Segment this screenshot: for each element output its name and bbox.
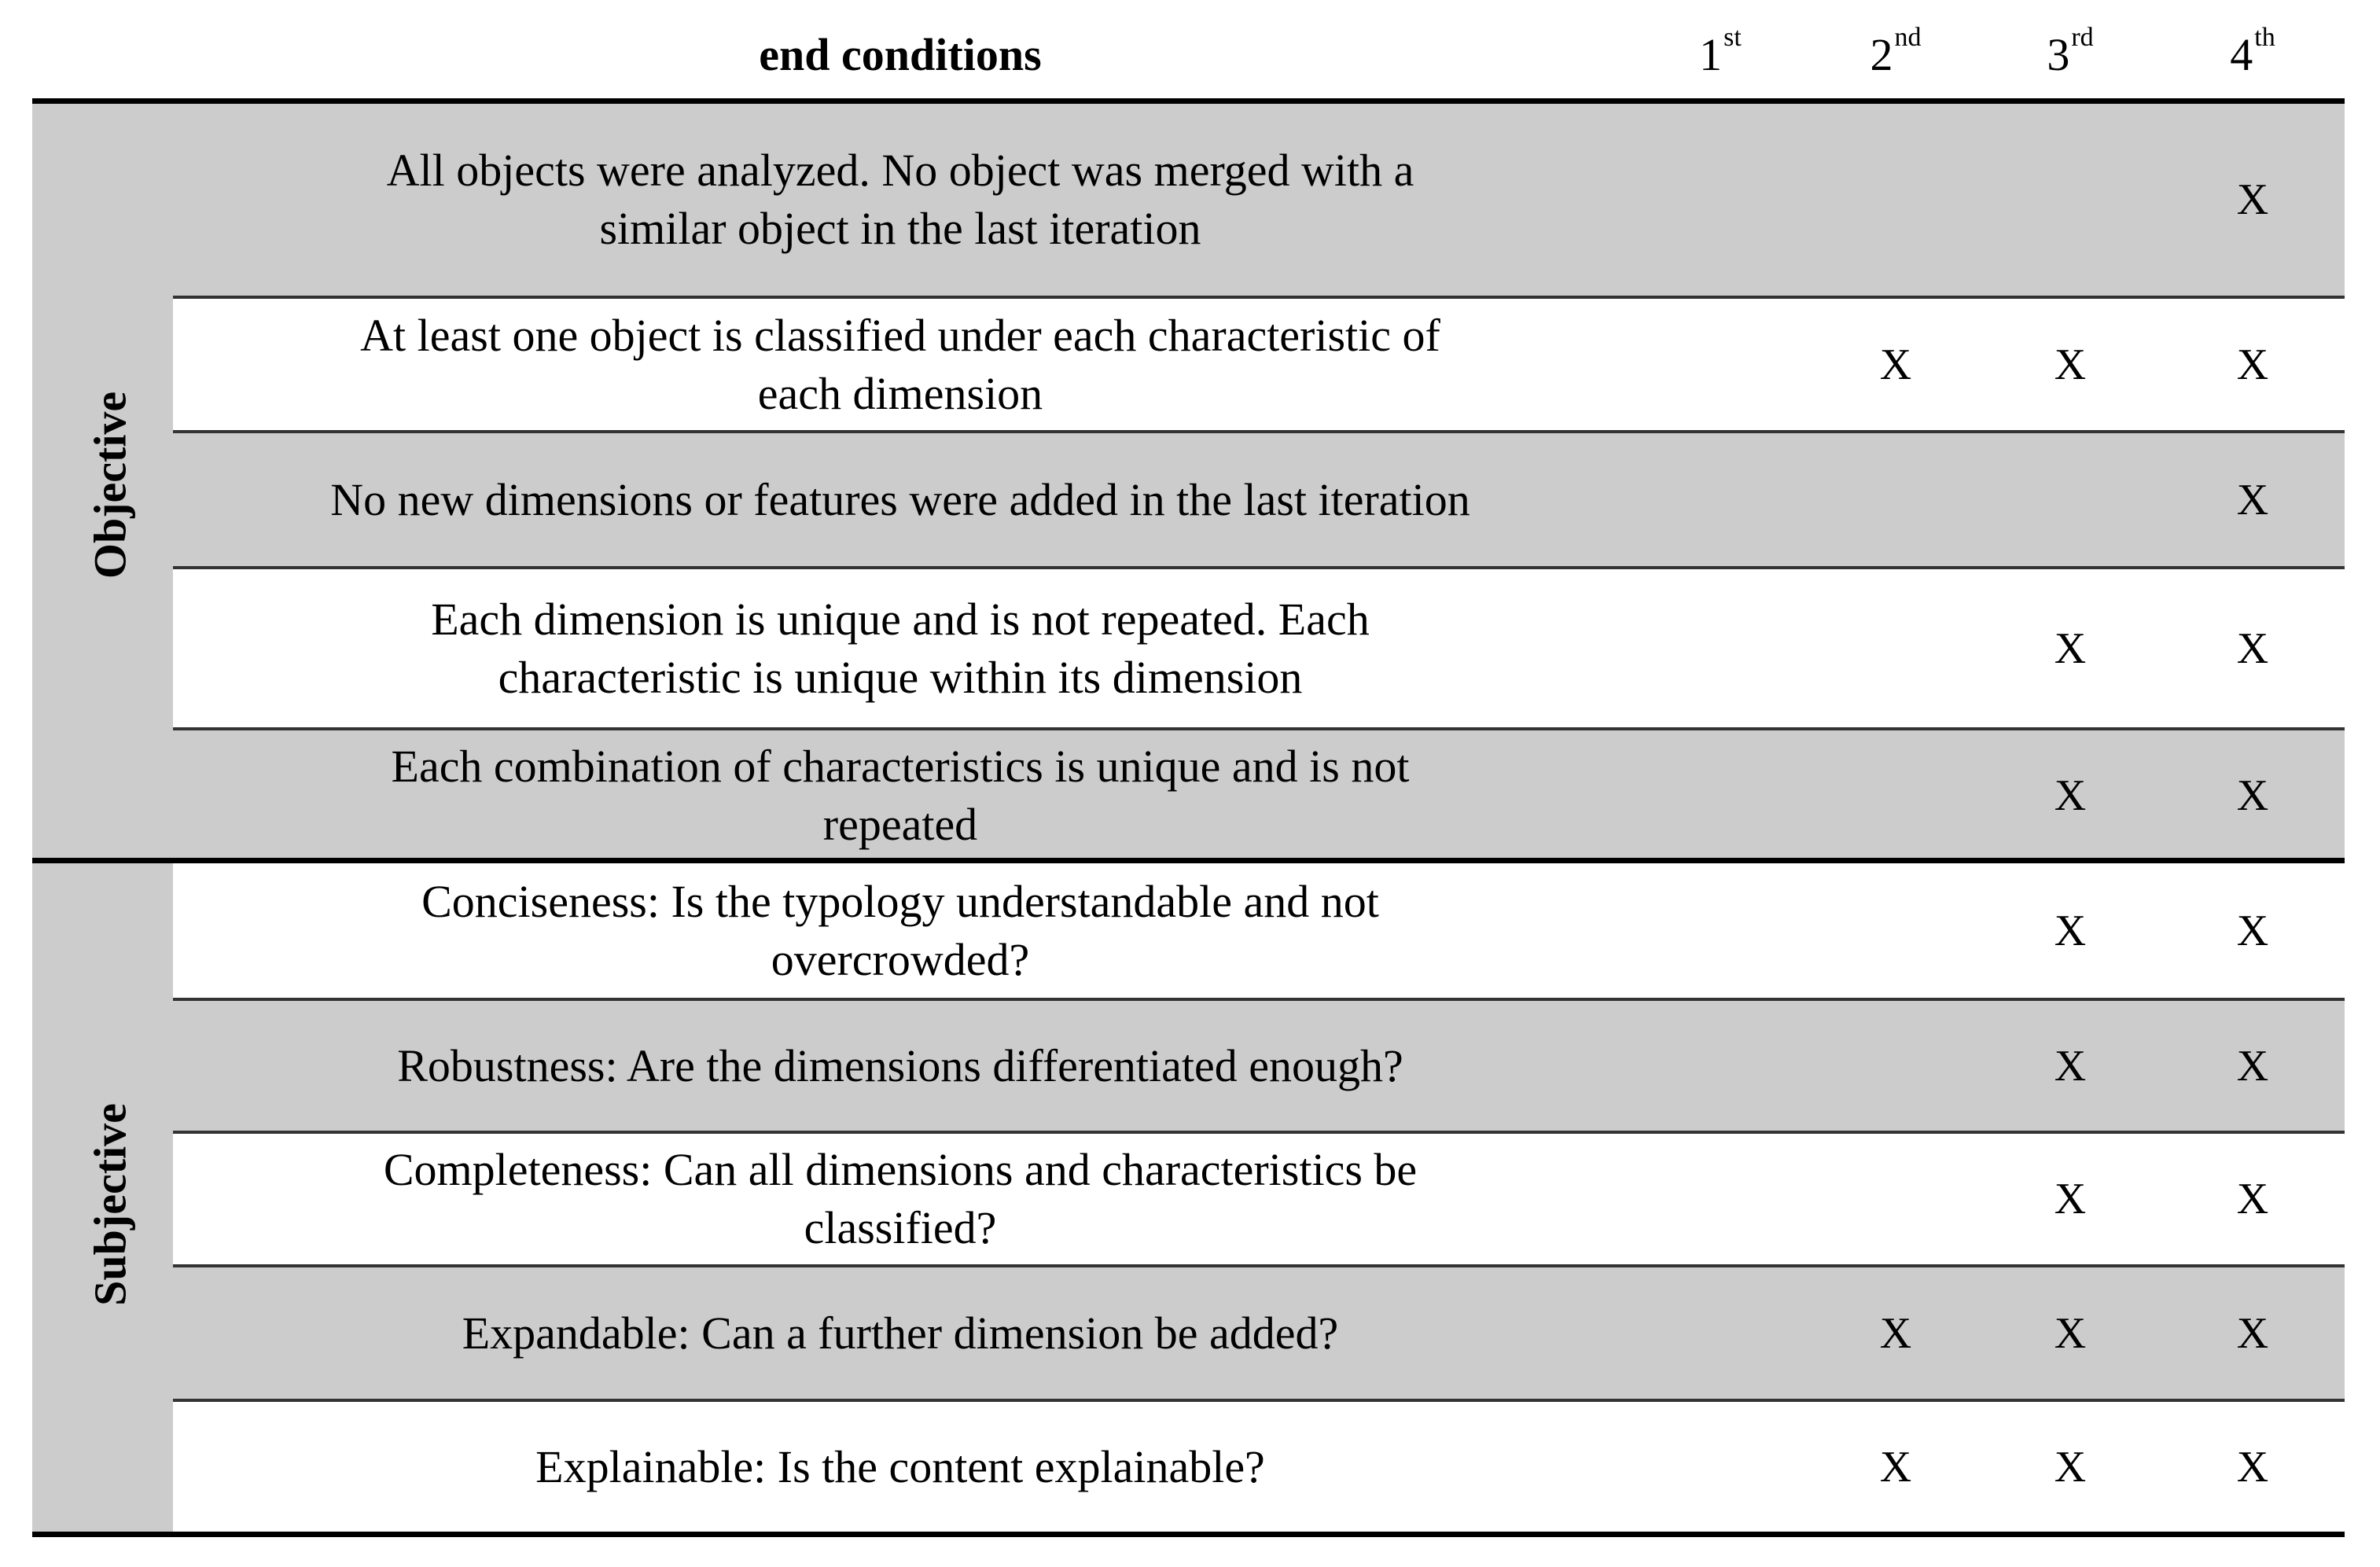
iteration-4-mark: X: [2236, 340, 2269, 389]
section-rule: [32, 858, 2345, 863]
iteration-2-mark: [1848, 102, 1943, 297]
iteration-2-mark: [1848, 863, 1943, 999]
iteration-1-mark: [1673, 1132, 1768, 1266]
end-condition-text: Conciseness: Is the typology understandable and not overcrowded?: [421, 876, 1379, 985]
end-condition-text: No new dimensions or features were added in the last iteration: [330, 473, 1470, 525]
iteration-2-mark: X: [1879, 340, 1912, 389]
iteration-3-mark: X: [2054, 907, 2087, 955]
header-iteration-1: [1642, 24, 1799, 86]
iteration-3-mark: X: [2054, 771, 2087, 820]
header-iteration-3: [1992, 24, 2149, 86]
header-iteration-4: [2174, 24, 2331, 86]
table-row: [173, 1400, 2345, 1533]
iteration-3-mark: X: [2054, 340, 2087, 389]
iteration-1-mark: [1673, 1266, 1768, 1400]
iteration-4-mark: X: [2236, 623, 2269, 673]
iteration-1-mark: [1673, 432, 1768, 568]
iteration-2-mark: [1848, 432, 1943, 568]
iteration-3-mark: X: [2054, 1442, 2087, 1492]
table-row: [173, 102, 2345, 297]
iteration-4-mark: X: [2236, 1041, 2269, 1091]
table-row: [173, 863, 2345, 999]
end-condition-text: Expandable: Can a further dimension be added?: [462, 1307, 1339, 1359]
table-row: [173, 1132, 2345, 1266]
iteration-number: 4: [2230, 29, 2253, 80]
bottom-rule: [32, 1532, 2345, 1537]
row-divider: [173, 566, 2345, 569]
iteration-3-mark: X: [2054, 1041, 2087, 1091]
iteration-3-mark: X: [2054, 623, 2087, 673]
row-divider: [173, 296, 2345, 299]
iteration-1-mark: [1673, 102, 1768, 297]
top-rule: [32, 98, 2345, 104]
iteration-4-mark: X: [2236, 1442, 2269, 1492]
iteration-4-mark: X: [2236, 771, 2269, 820]
iteration-1-mark: [1673, 999, 1768, 1132]
end-condition-text: Explainable: Is the content explainable?: [535, 1440, 1265, 1492]
iteration-suffix: rd: [2071, 23, 2094, 52]
iteration-number: 3: [2047, 29, 2070, 80]
iteration-2-mark: [1848, 729, 1943, 863]
end-condition-text: All objects were analyzed. No object was merged with a similar object in the last iteration: [386, 145, 1414, 254]
iteration-3-mark: X: [2054, 1175, 2087, 1223]
objective-label: Objective: [84, 391, 136, 579]
iteration-1-mark: [1673, 729, 1768, 863]
table-row: [173, 568, 2345, 729]
iteration-4-mark: X: [2236, 175, 2269, 224]
table-row: [173, 432, 2345, 568]
row-divider: [173, 1264, 2345, 1267]
iteration-3-mark: [2023, 432, 2117, 568]
iteration-number: 1: [1699, 29, 1723, 80]
iteration-2-mark: [1848, 999, 1943, 1132]
table-row: [173, 999, 2345, 1132]
table-row: [173, 729, 2345, 863]
end-condition-text: Robustness: Are the dimensions differentiated enough?: [397, 1039, 1403, 1091]
end-condition-text: Each dimension is unique and is not repeated. Each characteristic is unique within its dimension: [431, 593, 1370, 703]
iteration-1-mark: [1673, 297, 1768, 432]
iteration-suffix: th: [2254, 23, 2275, 52]
row-divider: [173, 727, 2345, 730]
row-divider: [173, 1399, 2345, 1402]
iteration-2-mark: [1848, 568, 1943, 729]
iteration-1-mark: [1673, 1400, 1768, 1533]
iteration-2-mark: X: [1879, 1308, 1912, 1358]
row-divider: [173, 430, 2345, 433]
end-condition-text: Each combination of characteristics is unique and is not repeated: [391, 741, 1410, 850]
iteration-2-mark: [1848, 1132, 1943, 1266]
table-row: [173, 297, 2345, 432]
subjective-label: Subjective: [84, 1103, 136, 1306]
row-divider: [173, 998, 2345, 1001]
row-divider: [173, 1131, 2345, 1134]
iteration-number: 2: [1870, 29, 1893, 80]
iteration-2-mark: X: [1879, 1442, 1912, 1492]
iteration-4-mark: X: [2236, 1308, 2269, 1358]
iteration-3-mark: [2023, 102, 2117, 297]
iteration-1-mark: [1673, 568, 1768, 729]
iteration-suffix: st: [1723, 23, 1742, 52]
iteration-4-mark: X: [2236, 907, 2269, 955]
header-end-conditions: end conditions: [759, 29, 1042, 80]
iteration-4-mark: X: [2236, 475, 2269, 524]
iteration-1-mark: [1673, 863, 1768, 999]
table-row: [173, 1266, 2345, 1400]
iteration-4-mark: X: [2236, 1175, 2269, 1223]
iteration-3-mark: X: [2054, 1308, 2087, 1358]
end-condition-text: Completeness: Can all dimensions and characteristics be classified?: [383, 1144, 1418, 1253]
header-iteration-2: [1817, 24, 1974, 86]
iteration-suffix: nd: [1894, 23, 1922, 52]
end-condition-text: At least one object is classified under each characteristic of each dimension: [360, 309, 1440, 419]
